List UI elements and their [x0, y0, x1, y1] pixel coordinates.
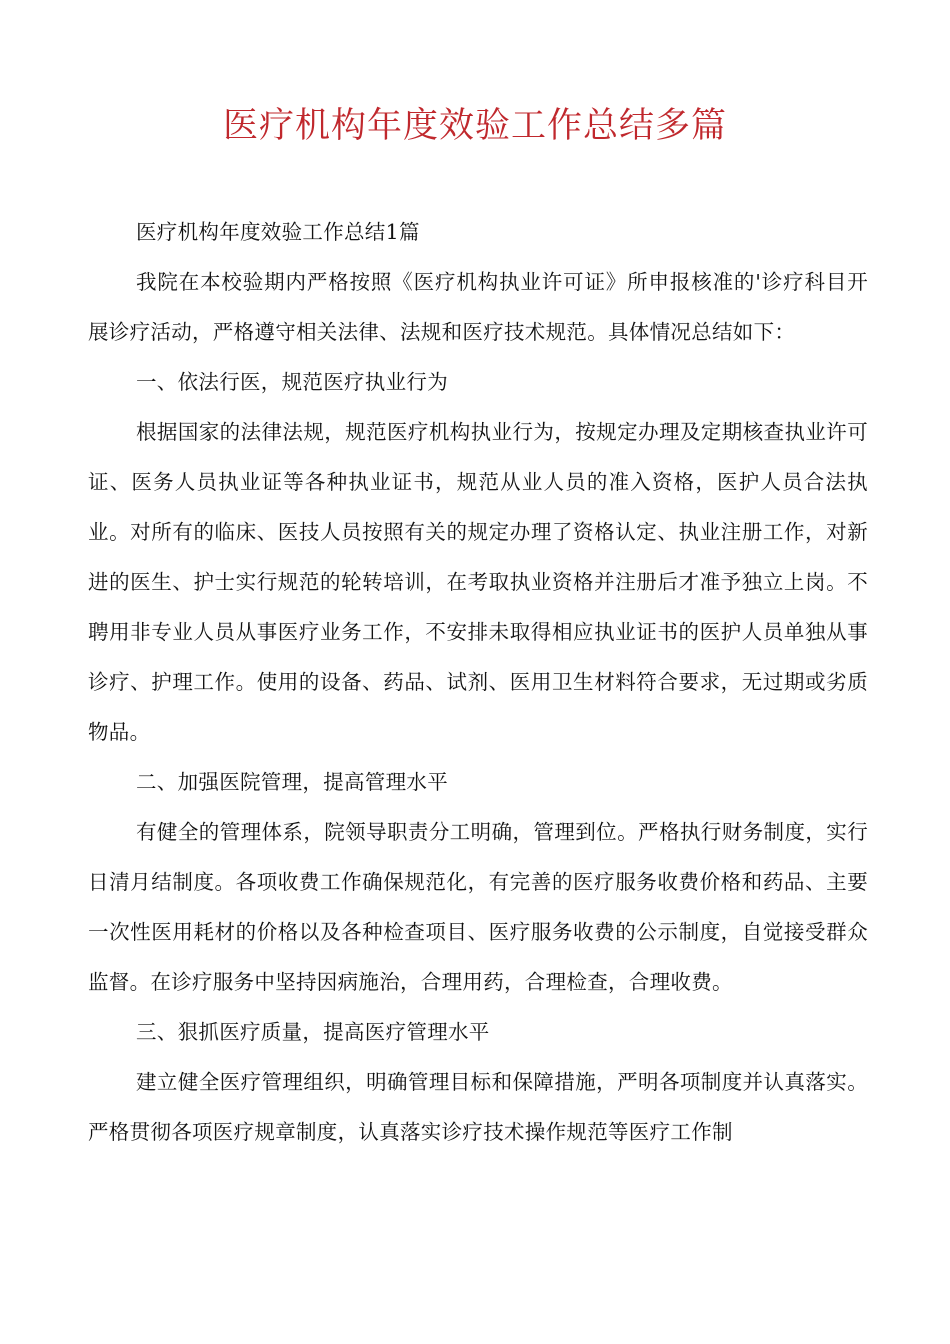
document-body	[88, 207, 868, 1157]
section-body-3: 建立健全医疗管理组织，明确管理目标和保障措施，严明各项制度并认真落实。严格贯彻各项医疗规章制度，认真落实诊疗技术操作规范等医疗工作制	[88, 1070, 868, 1144]
section-body-2: 有健全的管理体系，院领导职责分工明确，管理到位。严格执行财务制度，实行日清月结制度。各项收费工作确保规范化，有完善的医疗服务收费价格和药品、主要一次性医用耗材的价格以及各种检查项目、医疗服务收费的公示制度，自觉接受群众监督。在诊疗服务中坚持因病施治，合理用药，合理检查，合理收费。	[88, 820, 868, 994]
intro-paragraph: 我院在本校验期内严格按照《医疗机构执业许可证》所申报核准的'诊疗科目开展诊疗活动，严格遵守相关法律、法规和医疗技术规范。具体情况总结如下：	[88, 270, 868, 344]
section-heading-1: 一、依法行医，规范医疗执业行为	[136, 370, 448, 394]
section-heading-2: 二、加强医院管理，提高管理水平	[136, 770, 448, 794]
document-title: 医疗机构年度效验工作总结多篇	[222, 106, 727, 146]
subtitle-paragraph: 医疗机构年度效验工作总结1篇	[136, 220, 420, 244]
section-heading-3: 三、狠抓医疗质量，提高医疗管理水平	[136, 1020, 490, 1044]
section-body-1: 根据国家的法律法规，规范医疗机构执业行为，按规定办理及定期核查执业许可证、医务人员执业证等各种执业证书，规范从业人员的准入资格，医护人员合法执业。对所有的临床、医技人员按照有关的规定办理了资格认定、执业注册工作，对新进的医生、护士实行规范的轮转培训，在考取执业资格并注册后才准予独立上岗。不聘用非专业人员从事医疗业务工作，不安排未取得相应执业证书的医护人员单独从事诊疗、护理工作。使用的设备、药品、试剂、医用卫生材料符合要求，无过期或劣质物品。	[88, 420, 868, 744]
